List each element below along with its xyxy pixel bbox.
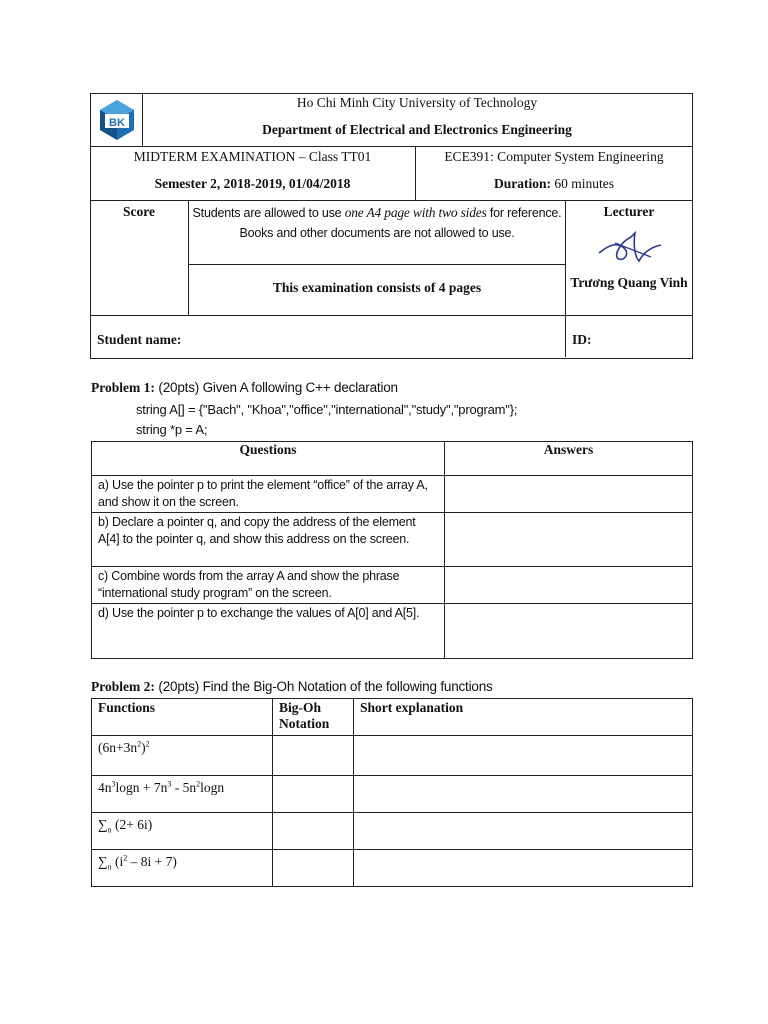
svg-text:BK: BK <box>109 117 125 129</box>
course-name: ECE391: Computer System Engineering <box>444 149 664 164</box>
pages-note: This examination consists of 4 pages <box>272 280 482 295</box>
function-4: $\sum_n$ $(i^2 - 8i + 7)$ <box>92 850 273 887</box>
semester: Semester 2, 2018-2019, 01/04/2018 <box>154 176 351 191</box>
answer-cell[interactable] <box>445 513 693 567</box>
table-row <box>92 567 693 604</box>
problem2-table <box>91 698 693 887</box>
exam-title: MIDTERM EXAMINATION – Class TT01 <box>133 149 372 164</box>
answer-cell[interactable] <box>445 476 693 513</box>
explanation-answer-cell[interactable] <box>354 813 693 850</box>
lecturer-label: Lecturer <box>603 204 655 219</box>
university-name: Ho Chi Minh City University of Technology <box>296 95 538 110</box>
exam-rules: Students are allowed to use one A4 page with two sides for reference. Books and other documents are not allowed to use. <box>192 205 562 240</box>
answer-cell[interactable] <box>445 604 693 659</box>
column-header-questions: Questions <box>92 442 445 476</box>
explanation-answer-cell[interactable] <box>354 850 693 887</box>
question-a: a) Use the pointer p to print the element “office” of the array A, and show it on the screen. <box>92 476 445 513</box>
lecturer-name: Trương Quang Vinh <box>570 275 688 290</box>
table-row <box>92 736 693 776</box>
question-d: d) Use the pointer p to exchange the values of A[0] and A[5]. <box>92 604 445 659</box>
table-row <box>92 476 693 513</box>
function-1: $(6n+3n^2)^2$ <box>92 736 273 776</box>
function-3: $\sum_n$ (2+ 6i) <box>92 813 273 850</box>
answer-cell[interactable] <box>445 567 693 604</box>
problem1-heading: Problem 1: (20pts) Given A following C++ declaration <box>91 380 398 395</box>
question-b: b) Declare a pointer q, and copy the address of the element A[4] to the pointer q, and show this address on the screen. <box>92 513 445 567</box>
column-header-functions: Functions <box>92 699 273 736</box>
bigoh-answer-cell[interactable] <box>273 776 354 813</box>
bigoh-answer-cell[interactable] <box>273 813 354 850</box>
lecturer-signature <box>595 223 665 271</box>
duration: Duration: 60 minutes <box>494 176 614 191</box>
department-name: Department of Electrical and Electronics Engineering <box>262 122 572 137</box>
explanation-answer-cell[interactable] <box>354 736 693 776</box>
problem2-heading: Problem 2: (20pts) Find the Big-Oh Notation of the following functions <box>91 679 493 694</box>
problem1-table <box>91 441 693 659</box>
problem1-code-line2: string *p = A; <box>136 422 208 437</box>
university-logo <box>94 98 140 144</box>
explanation-answer-cell[interactable] <box>354 776 693 813</box>
function-2: $4n^3\log n + 7n^3 - 5n^2\log n$ <box>92 776 273 813</box>
exam-header <box>90 93 693 359</box>
question-c: c) Combine words from the array A and show the phrase “international study program” on the screen. <box>92 567 445 604</box>
table-row <box>92 604 693 659</box>
column-header-bigoh: Big-Oh Notation <box>273 699 354 736</box>
table-row <box>92 813 693 850</box>
column-header-answers: Answers <box>445 442 693 476</box>
table-row <box>92 776 693 813</box>
student-name-label: Student name: <box>97 332 182 347</box>
problem1-code-line1: string A[] = {"Bach", "Khoa","office","international","study","program"}; <box>136 402 518 417</box>
score-label: Score <box>123 204 155 219</box>
student-id-label: ID: <box>572 332 592 347</box>
table-row <box>92 513 693 567</box>
table-row <box>92 850 693 887</box>
column-header-explanation: Short explanation <box>354 699 693 736</box>
bigoh-answer-cell[interactable] <box>273 736 354 776</box>
bigoh-answer-cell[interactable] <box>273 850 354 887</box>
